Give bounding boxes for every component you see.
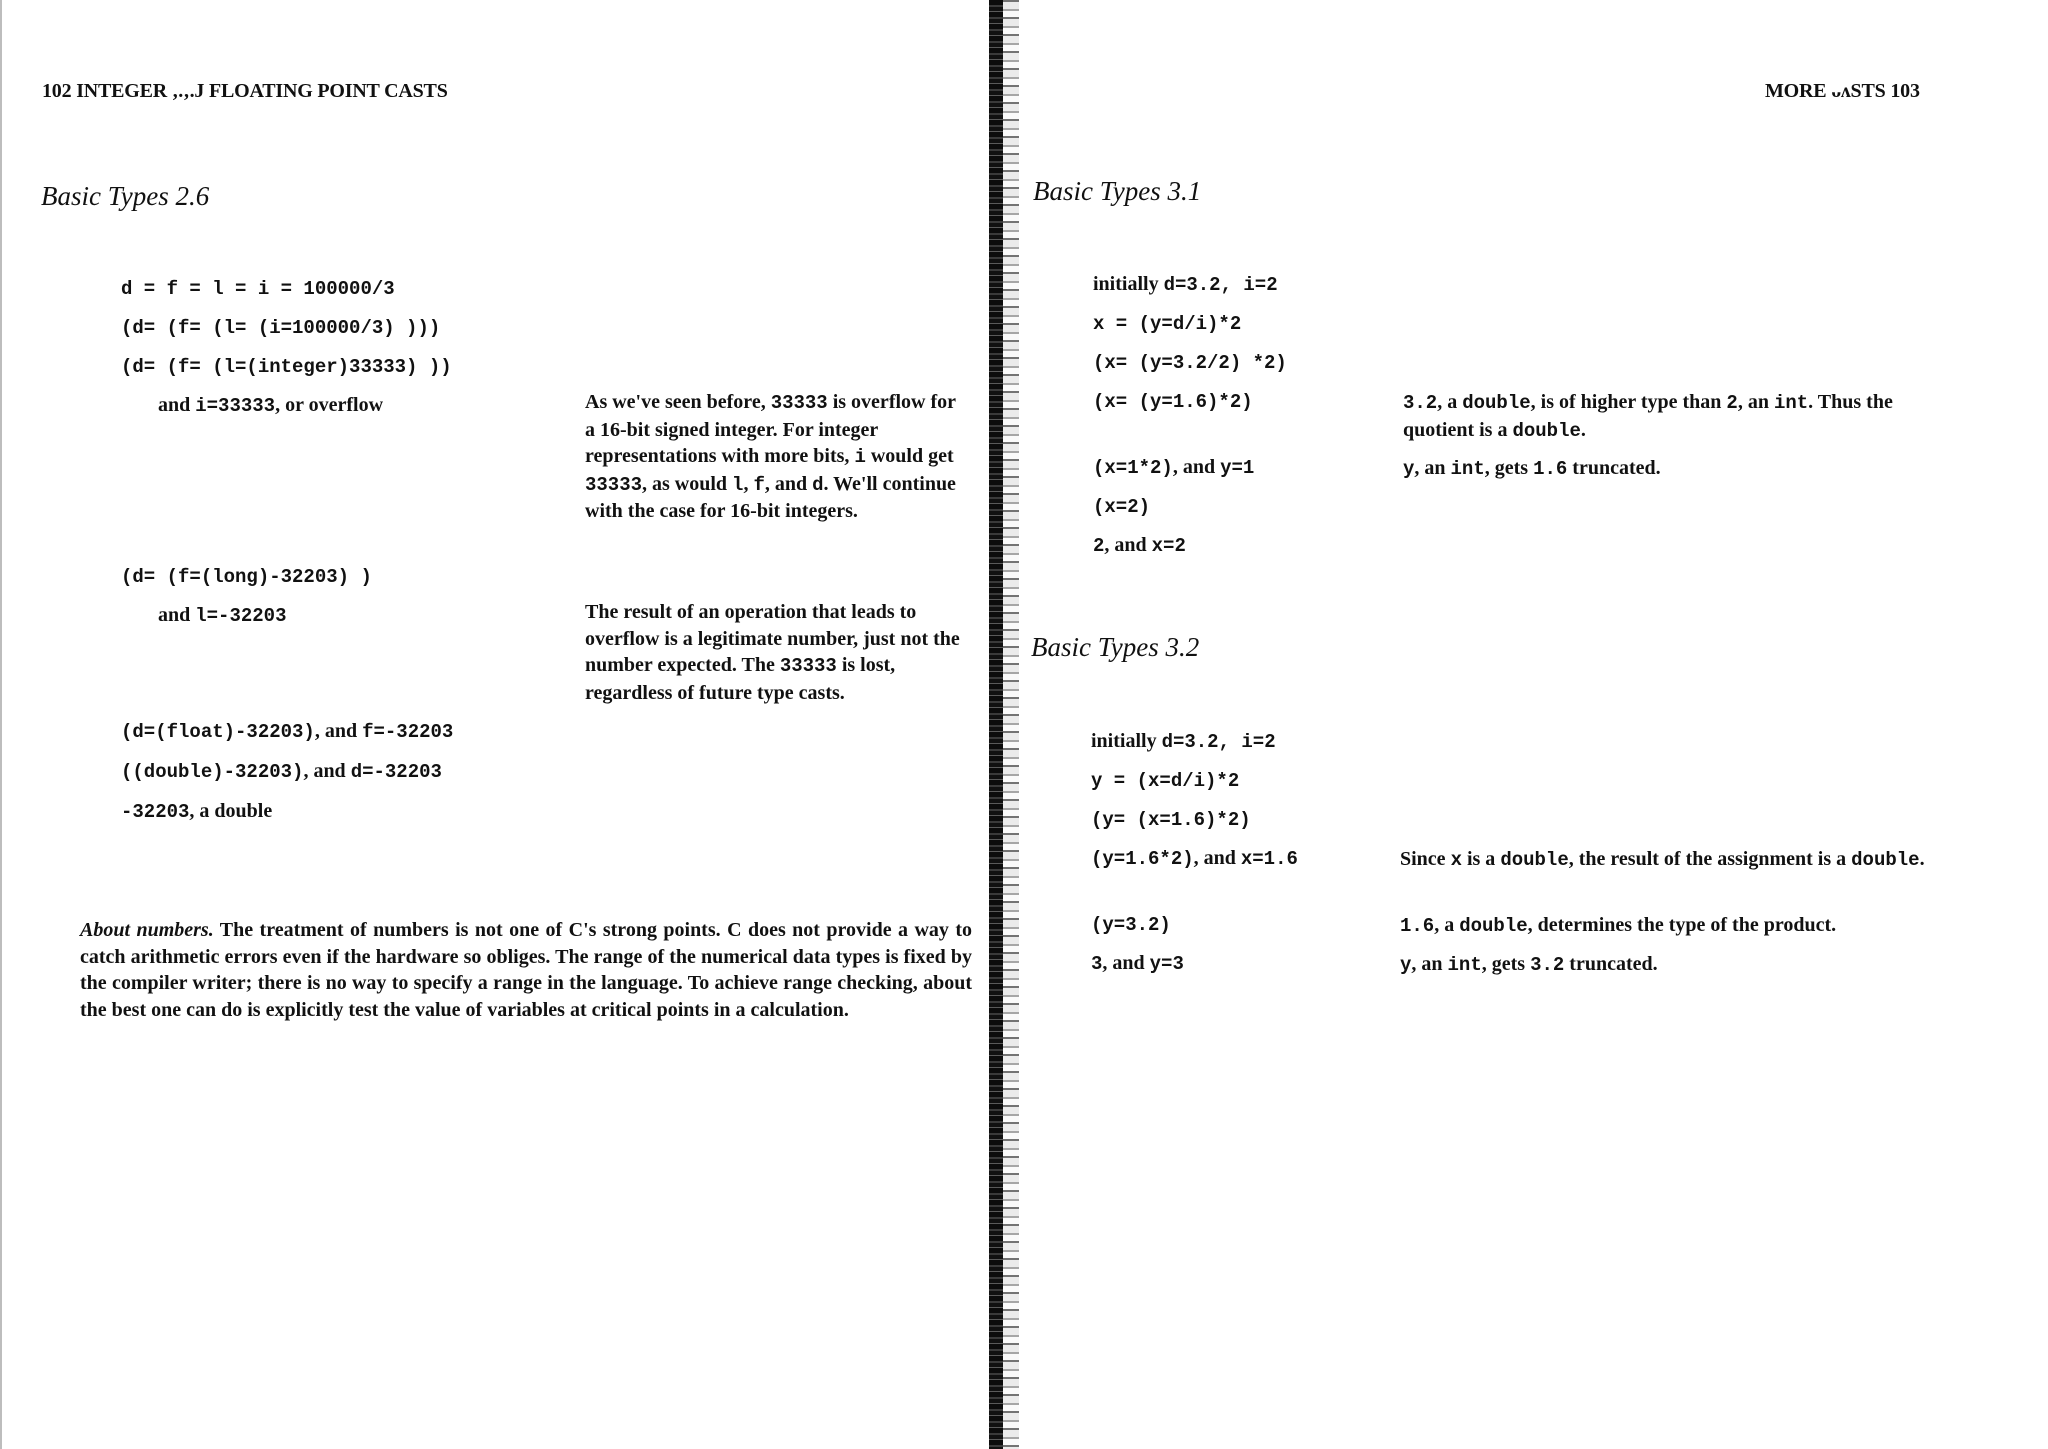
note-code: l (732, 473, 744, 496)
note-code: 33333 (585, 473, 643, 496)
annotation-higher-type (1403, 389, 1963, 444)
about-numbers-paragraph (80, 917, 972, 1023)
note-text: , (743, 472, 754, 495)
code-text: (y= (x=1.6)*2) (1091, 809, 1251, 831)
paragraph-lead: About numbers. (80, 919, 214, 941)
note-text: is a (1461, 848, 1501, 870)
code-text: y=3 (1149, 953, 1184, 975)
note-text: would get (865, 445, 954, 467)
code-text: y = (x=d/i)*2 (1091, 770, 1240, 792)
code-text: (x=1*2) (1093, 457, 1173, 479)
note-text: Since (1400, 848, 1451, 870)
code-text: (d= (f= (l=(integer)33333) )) (121, 356, 452, 378)
prose-text: initially (1093, 273, 1164, 295)
code-text: y=1 (1220, 457, 1255, 479)
section-title-basic-types-3-1: Basic Types 3.1 (1033, 176, 1202, 206)
note-code: y (1403, 458, 1415, 480)
note-code: int (1773, 392, 1809, 414)
code-line (1091, 808, 1251, 831)
code-line (1093, 390, 1253, 413)
note-text: , an (1414, 457, 1451, 479)
book-gutter (989, 0, 1003, 1449)
prose-text: and (158, 394, 196, 416)
annotation-assignment-double (1400, 846, 1960, 874)
note-text: is lost, regardless of future type casts. (585, 654, 896, 704)
code-text: (d=(float)-32203) (121, 721, 315, 743)
code-text: x=2 (1151, 535, 1186, 557)
prose-text: initially (1091, 730, 1162, 752)
note-code: int (1447, 954, 1482, 976)
right-page (1005, 0, 2048, 1449)
code-line (158, 394, 383, 417)
note-code: 3.2 (1403, 392, 1438, 414)
code-line (121, 316, 440, 339)
note-text: The result of an operation that leads to overflow is a legitimate number, just not the number expected. The (585, 601, 960, 676)
note-code: i (854, 446, 866, 468)
note-text: . (1580, 418, 1586, 441)
code-text: x = (y=d/i)*2 (1093, 313, 1242, 335)
code-line (121, 800, 272, 823)
note-code: 2 (1726, 392, 1738, 414)
note-code: double (1459, 915, 1528, 937)
annotation-overflow (585, 389, 965, 525)
prose-text: , and (1102, 952, 1150, 974)
code-line (1093, 351, 1287, 374)
code-text: (x=2) (1093, 496, 1151, 518)
code-line (1093, 534, 1186, 557)
code-line (1093, 456, 1254, 479)
prose-text: , and (1193, 847, 1241, 869)
section-title-basic-types-2-6: Basic Types 2.6 (41, 181, 210, 211)
code-text: d = f = l = i = 100000/3 (121, 278, 395, 300)
left-page (0, 0, 990, 1449)
code-text: f=-32203 (362, 721, 454, 743)
note-text: , a (1434, 914, 1460, 936)
code-text: d=3.2, i=2 (1161, 731, 1276, 753)
note-code: double (1851, 849, 1920, 871)
code-text: 2 (1093, 535, 1105, 557)
note-code: int (1450, 458, 1485, 480)
code-text: (x= (y=1.6)*2) (1093, 391, 1253, 413)
note-code: double (1500, 849, 1569, 871)
code-text: 3 (1091, 953, 1103, 975)
code-line (1091, 730, 1276, 753)
prose-text: , and (1172, 456, 1221, 478)
note-code: f (753, 473, 765, 496)
note-text: , and (764, 472, 813, 495)
annotation-legitimate-number (585, 599, 965, 706)
note-text: . We'll continue with the case for 16-bit integers. (585, 472, 956, 522)
annotation-product-type (1400, 912, 1960, 940)
code-text: x=1.6 (1240, 848, 1298, 870)
prose-text: , a double (189, 800, 273, 822)
note-code: 33333 (779, 655, 837, 677)
code-text: (x= (y=3.2/2) *2) (1093, 352, 1287, 374)
section-title-basic-types-3-2: Basic Types 3.2 (1031, 632, 1200, 662)
prose-text: , and (314, 720, 363, 742)
note-code: double (1462, 392, 1531, 414)
note-code: y (1400, 954, 1412, 976)
code-text: -32203 (121, 801, 190, 823)
note-text: , as would (642, 472, 733, 495)
right-running-header: MORE ᴗᴧSTS 103 (1765, 80, 1920, 102)
note-text: . (1919, 848, 1925, 870)
code-line (121, 277, 395, 300)
prose-text: , or overflow (275, 394, 384, 416)
code-line (1093, 273, 1278, 296)
prose-text: , and (1104, 534, 1152, 556)
code-line (1093, 312, 1241, 335)
code-text: (y=1.6*2) (1091, 848, 1194, 870)
code-text: l=-32203 (195, 605, 287, 627)
note-code: 33333 (770, 392, 828, 414)
paragraph-body: The treatment of numbers is not one of C's strong points. C does not provide a way to catch arithmetic errors even if the hardware so obliges. The range of the numerical data types is fixed by the compiler writer; there is no way to specify a range in the language. To achieve range checking, about the best one can do is explicitly test the value of variables at critical points in a calculation. (80, 919, 972, 1021)
code-line (1091, 769, 1239, 792)
code-text: i=33333 (195, 395, 276, 417)
code-line (121, 760, 442, 783)
code-line (1093, 495, 1150, 518)
note-code: d (812, 473, 824, 496)
code-text: (d= (f= (l= (i=100000/3) ))) (121, 317, 441, 339)
note-text: truncated. (1567, 457, 1661, 479)
code-line (1091, 847, 1298, 870)
code-text: (y=3.2) (1091, 914, 1171, 936)
code-text: d=3.2, i=2 (1163, 274, 1278, 296)
note-text: , gets (1484, 457, 1534, 479)
prose-text: and (158, 604, 196, 626)
note-text: , determines the type of the product. (1527, 914, 1837, 936)
note-text: As we've seen before, (585, 391, 771, 413)
annotation-truncated-1-6 (1403, 455, 1963, 483)
note-code: double (1512, 419, 1581, 442)
code-line (158, 604, 286, 627)
code-line (121, 565, 372, 588)
code-text: ((double)-32203) (121, 761, 304, 783)
code-line (121, 720, 453, 743)
note-text: truncated. (1564, 953, 1658, 975)
code-line (1091, 952, 1184, 975)
note-text: , gets (1481, 953, 1531, 975)
note-code: 1.6 (1400, 915, 1435, 937)
prose-text: , and (303, 760, 351, 782)
note-code: x (1450, 849, 1462, 871)
note-text: , is of higher type than (1530, 391, 1727, 413)
code-text: d=-32203 (350, 761, 442, 783)
note-text: , the result of the assignment is a (1568, 848, 1852, 870)
note-code: 3.2 (1530, 954, 1565, 976)
note-text: , an (1737, 391, 1774, 413)
code-text: (d= (f=(long)-32203) ) (121, 566, 372, 588)
note-text: , an (1411, 953, 1448, 975)
note-text: . Thus the quotient is a (1403, 391, 1893, 441)
annotation-truncated-3-2 (1400, 951, 1960, 979)
code-line (121, 355, 452, 378)
note-text: , a (1437, 391, 1463, 413)
note-code: 1.6 (1533, 458, 1568, 480)
code-line (1091, 913, 1171, 936)
left-running-header: 102 INTEGER ‚.‚.J FLOATING POINT CASTS (42, 80, 448, 102)
note-text: is overflow for a 16-bit signed integer. For integer representations with more bits, (585, 391, 956, 467)
